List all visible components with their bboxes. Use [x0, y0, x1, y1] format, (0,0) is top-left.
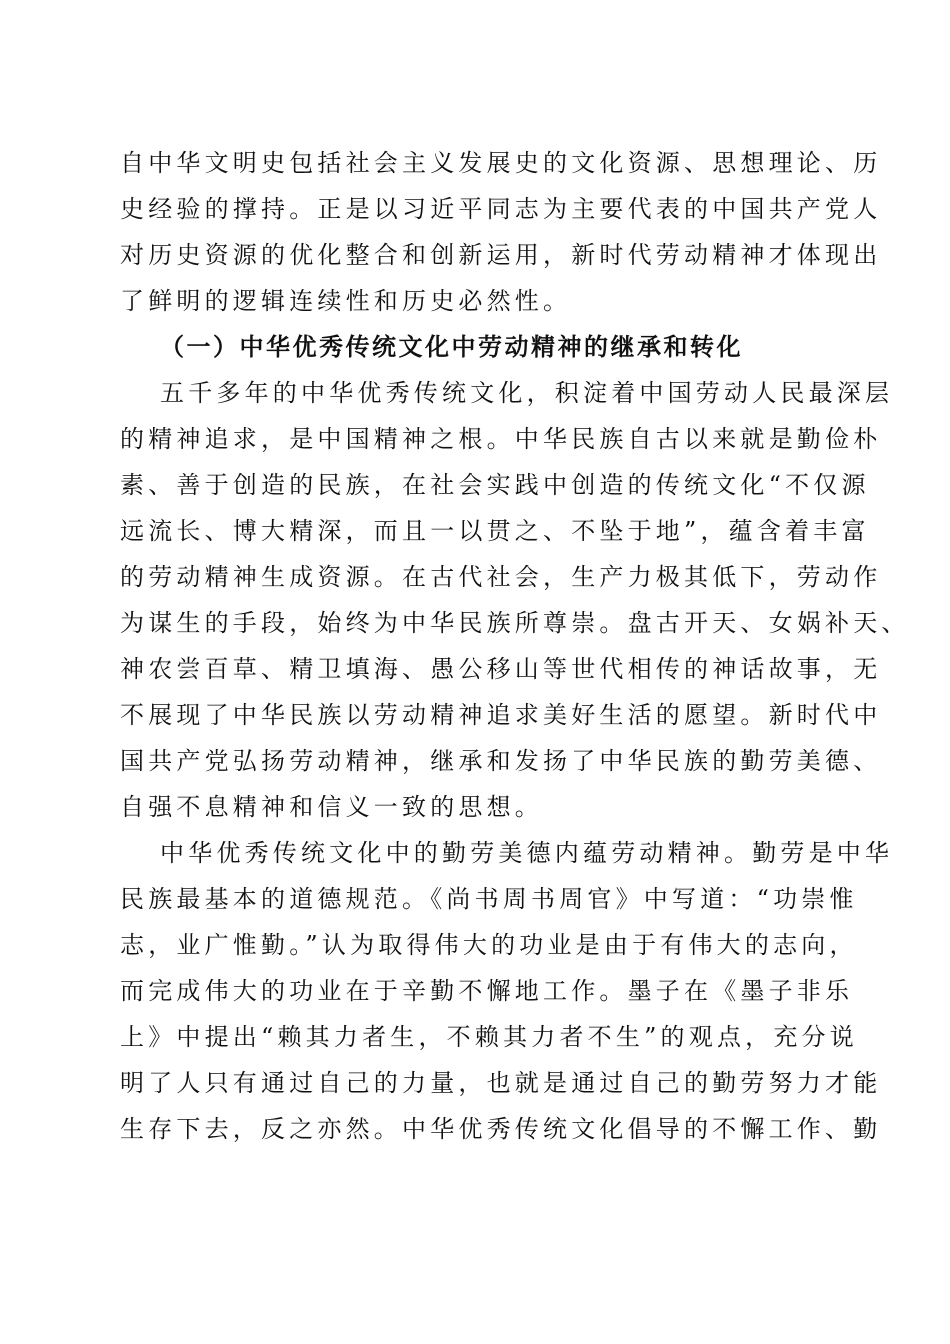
text-line: 志，业广惟勤。”认为取得伟大的功业是由于有伟大的志向，: [120, 931, 858, 959]
text-line: 自强不息精神和信义一致的思想。: [120, 793, 543, 821]
text-line: 中华优秀传统文化中的勤劳美德内蕴劳动精神。勤劳是中华: [160, 839, 894, 867]
text-line: 五千多年的中华优秀传统文化，积淀着中国劳动人民最深层: [160, 379, 894, 407]
text-line: 上》中提出“赖其力者生，不赖其力者不生”的观点，充分说: [120, 1023, 858, 1051]
text-line: 史经验的撑持。正是以习近平同志为主要代表的中国共产党人: [120, 195, 882, 223]
text-line: 为谋生的手段，始终为中华民族所尊崇。盘古开天、女娲补天、: [120, 609, 910, 637]
text-line: 明了人只有通过自己的力量，也就是通过自己的勤劳努力才能: [120, 1069, 882, 1097]
body-text: [120, 140, 910, 1152]
section-heading: （一）中华优秀传统文化中劳动精神的继承和转化: [160, 332, 743, 361]
text-line: 对历史资源的优化整合和创新运用，新时代劳动精神才体现出: [120, 241, 882, 269]
text-line: 国共产党弘扬劳动精神，继承和发扬了中华民族的勤劳美德、: [120, 747, 882, 775]
text-line: 的劳动精神生成资源。在古代社会，生产力极其低下，劳动作: [120, 563, 882, 591]
text-line: 民族最基本的道德规范。《尚书周书周官》中写道：“功崇惟: [120, 885, 858, 913]
text-line: 了鲜明的逻辑连续性和历史必然性。: [120, 287, 572, 315]
text-line: 素、善于创造的民族，在社会实践中创造的传统文化“不仅源: [120, 471, 870, 499]
text-line: 生存下去，反之亦然。中华优秀传统文化倡导的不懈工作、勤: [120, 1115, 882, 1143]
text-line: 不展现了中华民族以劳动精神追求美好生活的愿望。新时代中: [120, 701, 882, 729]
text-line: 自中华文明史包括社会主义发展史的文化资源、思想理论、历: [120, 149, 882, 177]
text-line: 而完成伟大的功业在于辛勤不懈地工作。墨子在《墨子非乐: [120, 977, 854, 1005]
text-line: 的精神追求，是中国精神之根。中华民族自古以来就是勤俭朴: [120, 425, 882, 453]
text-line: 神农尝百草、精卫填海、愚公移山等世代相传的神话故事，无: [120, 655, 882, 683]
text-line: 远流长、博大精深，而且一以贯之、不坠于地”，蕴含着丰富: [120, 517, 870, 545]
